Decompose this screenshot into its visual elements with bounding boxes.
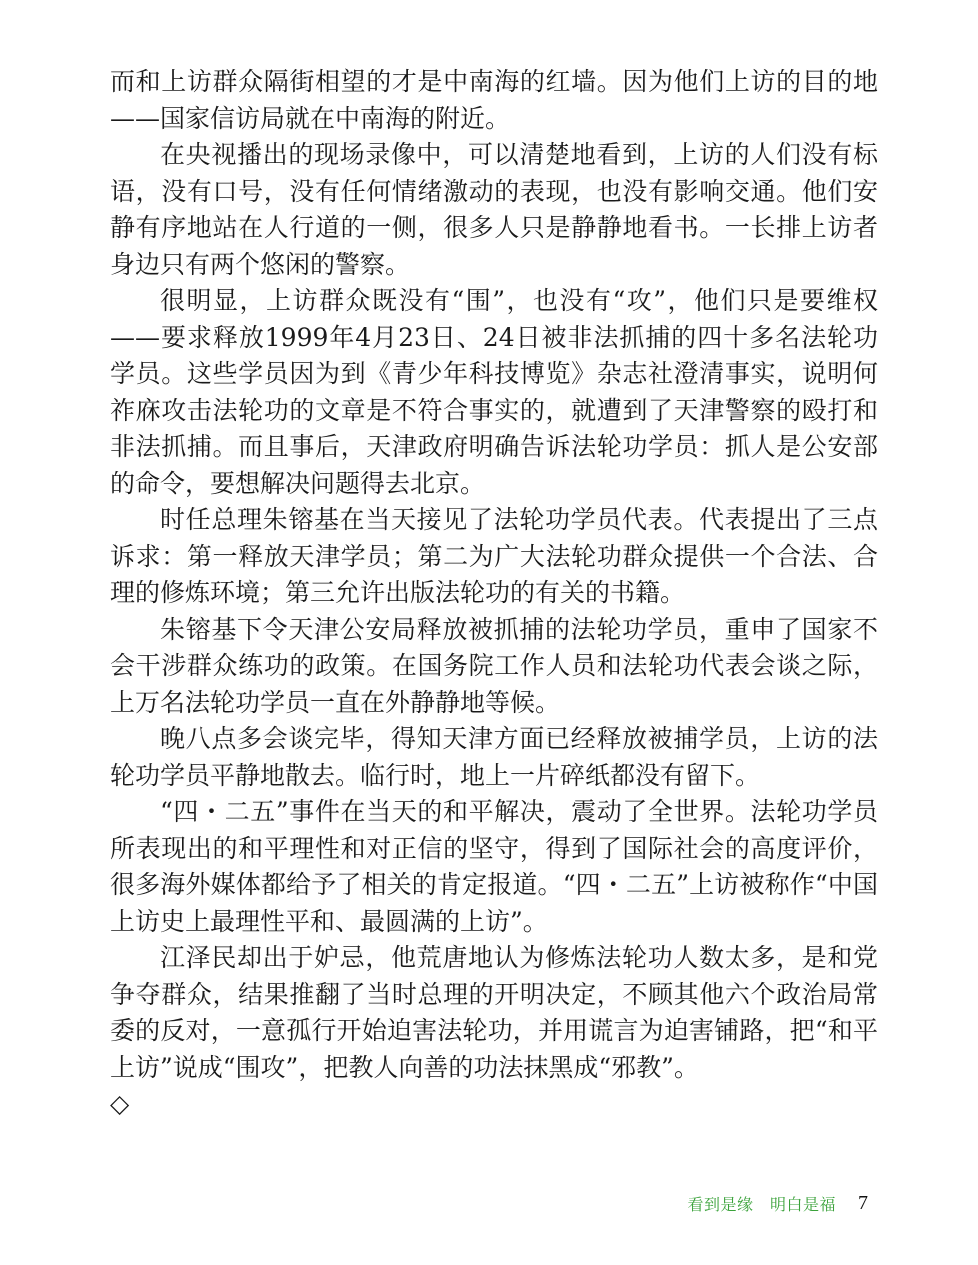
paragraph: 很明显，上访群众既没有“围”，也没有“攻”，他们只是要维权——要求释放1999年4月23日、24日被非法抓捕的四十多名法轮功学员。这些学员因为到《青少年科技博览》杂志社澄清事实，说明何祚庥攻击法轮功的文章是不符合事实的，就遭到了天津警察的殴打和非法抓捕。而且事后，天津政府明确告诉法轮功学员：抓人是公安部的命令，要想解决问题得去北京。: [110, 286, 878, 498]
page-number: 7: [858, 1191, 868, 1214]
page-footer: [687, 1188, 868, 1218]
article-body: [110, 64, 878, 1123]
paragraph: “四・二五”事件在当天的和平解决，震动了全世界。法轮功学员所表现出的和平理性和对正信的坚守，得到了国际社会的高度评价，很多海外媒体都给予了相关的肯定报道。“四・二五”上访被称作“中国上访史上最理性平和、最圆满的上访”。: [110, 797, 878, 936]
paragraph: 江泽民却出于妒忌，他荒唐地认为修炼法轮功人数太多，是和党争夺群众，结果推翻了当时总理的开明决定，不顾其他六个政治局常委的反对，一意孤行开始迫害法轮功，并用谎言为迫害铺路，把“和平上访”说成“围攻”，把教人向善的功法抹黑成“邪教”。: [110, 943, 878, 1082]
paragraph: 在央视播出的现场录像中，可以清楚地看到，上访的人们没有标语，没有口号，没有任何情绪激动的表现，也没有影响交通。他们安静有序地站在人行道的一侧，很多人只是静静地看书。一长排上访者身边只有两个悠闲的警察。: [110, 140, 878, 279]
end-diamond-mark: ◇: [110, 1089, 130, 1118]
paragraph: 晚八点多会谈完毕，得知天津方面已经释放被捕学员，上访的法轮功学员平静地散去。临行时，地上一片碎纸都没有留下。: [110, 724, 878, 790]
paragraph: 时任总理朱镕基在当天接见了法轮功学员代表。代表提出了三点诉求：第一释放天津学员；第二为广大法轮功群众提供一个合法、合理的修炼环境；第三允许出版法轮功的有关的书籍。: [110, 505, 878, 607]
footer-slogan: 看到是缘 明白是福: [687, 1194, 836, 1214]
paragraph: 朱镕基下令天津公安局释放被抓捕的法轮功学员，重申了国家不会干涉群众练功的政策。在国务院工作人员和法轮功代表会谈之际，上万名法轮功学员一直在外静静地等候。: [110, 614, 878, 717]
paragraph-continued: 而和上访群众隔街相望的才是中南海的红墙。因为他们上访的目的地——国家信访局就在中南海的附近。: [110, 67, 878, 133]
